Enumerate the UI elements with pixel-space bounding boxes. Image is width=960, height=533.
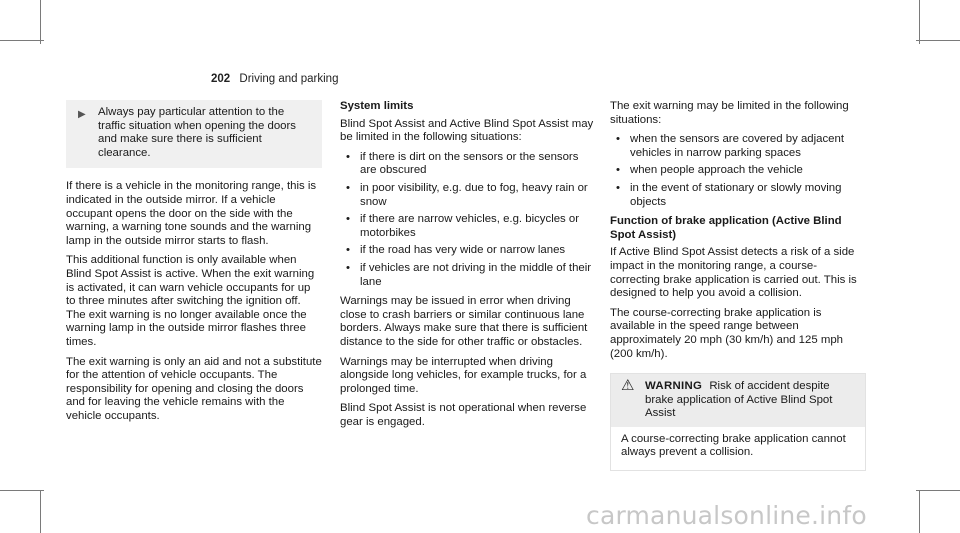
column-3 xyxy=(610,100,866,471)
paragraph: The course-correcting brake application is available in the speed range between approximately 20 mph (30 km/h) and 125 mph (200 km/h). xyxy=(610,306,843,360)
bullet-dot: • xyxy=(616,181,620,194)
bullet-dot: • xyxy=(346,244,350,257)
paragraph: Warnings may be interrupted when driving alongside long vehicles, for example trucks, for a prolonged time. xyxy=(340,355,587,395)
section-heading: System limits xyxy=(340,100,414,112)
paragraph: The exit warning is only an aid and not a substitute for the attention of vehicle occupants. The responsibility for opening and closing the doors and for leaving the vehicle remains with the vehicle occupants. xyxy=(66,355,322,422)
paragraph: If Active Blind Spot Assist detects a risk of a side impact in the monitoring range, a course-correcting brake application is carried out. This is designed to help you avoid a collision. xyxy=(610,246,857,300)
list-item: • when the sensors are covered by adjacent vehicles in narrow parking spaces xyxy=(616,133,845,159)
list-item: • when people approach the vehicle xyxy=(616,164,803,177)
list-item: • if there is dirt on the sensors or the sensors are obscured xyxy=(346,150,579,177)
list-item: • if the road has very wide or narrow lanes xyxy=(346,244,566,257)
paragraph: The exit warning may be limited in the following situations: xyxy=(610,100,849,126)
bullet-dot: • xyxy=(346,181,350,194)
section-title: Driving and parking xyxy=(239,73,339,85)
list-item: • in the event of stationary or slowly moving objects xyxy=(616,181,842,208)
warning-triangle-icon: ⚠ xyxy=(621,377,635,395)
bullet-list xyxy=(340,151,596,289)
list-item: • if vehicles are not driving in the middle of their lane xyxy=(346,261,592,288)
page-header xyxy=(211,73,338,85)
bullet-dot: • xyxy=(616,164,620,177)
bullet-dot: • xyxy=(346,150,350,163)
paragraph: If there is a vehicle in the monitoring range, this is indicated in the outside mirror. If a vehicle occupant opens the door on the side with the warning, a warning tone sounds and the warning lamp in the outside mirror starts to flash. xyxy=(66,180,317,247)
bullet-dot: • xyxy=(616,133,620,146)
paragraph: Blind Spot Assist and Active Blind Spot Assist may be limited in the following situations: xyxy=(340,117,594,144)
column-2 xyxy=(340,100,596,435)
bullet-dot: • xyxy=(346,261,350,274)
section-heading: Function of brake application (Active Blind Spot Assist) xyxy=(610,215,842,241)
warning-box xyxy=(610,373,866,471)
column-1 xyxy=(66,100,322,429)
list-item: • if there are narrow vehicles, e.g. bicycles or motorbikes xyxy=(346,213,580,239)
warning-header xyxy=(611,374,865,427)
warning-label: WARNING xyxy=(645,380,703,393)
warning-title: Risk of accident despite brake application of Active Blind Spot Assist xyxy=(645,380,833,420)
watermark: carmanualsonline.info xyxy=(586,501,867,530)
arrow-right-icon: ▶ xyxy=(78,109,86,120)
warning-body: A course-correcting brake application cannot always prevent a collision. xyxy=(621,432,846,459)
paragraph: This additional function is only available when Blind Spot Assist is active. When the exit warning is activated, it can warn vehicle occupants for up to three minutes after switching the ignition off. The exit warning is no longer available once the warning lamp in the outside mirror flashes three times. xyxy=(66,254,315,348)
bullet-list xyxy=(610,133,866,209)
note-box xyxy=(66,100,322,168)
list-item: • in poor visibility, e.g. due to fog, heavy rain or snow xyxy=(346,181,588,208)
bullet-dot: • xyxy=(346,213,350,226)
page-number: 202 xyxy=(211,73,231,85)
paragraph: Warnings may be issued in error when driving close to crash barriers or similar continuous lane borders. Always make sure that there is sufficient distance to the side for other traffic or obstacles. xyxy=(340,295,588,348)
paragraph: Blind Spot Assist is not operational when reverse gear is engaged. xyxy=(340,402,587,428)
note-text: Always pay particular attention to the traffic situation when opening the doors and make sure there is sufficient clearance. xyxy=(98,106,296,159)
